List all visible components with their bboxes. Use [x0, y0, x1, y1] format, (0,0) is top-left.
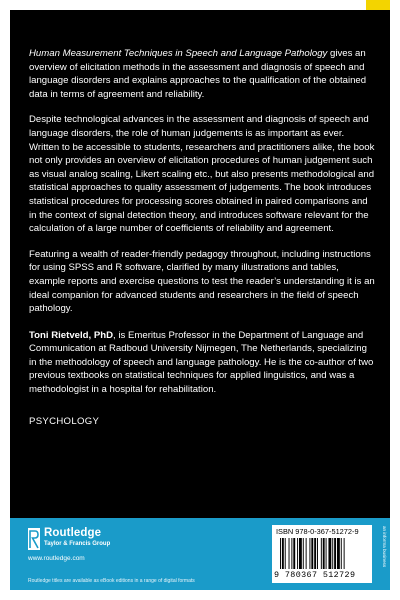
description-paragraph: [29, 47, 376, 101]
author-paragraph: [29, 329, 376, 397]
features-paragraph: Featuring a wealth of reader-friendly pedagogy throughout, including instructions for using SPSS and R software, clarified by many illustrations and tables, example reports and exercise questions to test the reader’s understanding it is an ideal companion for advanced students and researchers in the field of speech pathology.: [29, 248, 375, 315]
author-name: Toni Rietveld, PhD: [29, 329, 114, 341]
isbn-label: ISBN 978-0-367-51272-9: [276, 527, 359, 536]
publisher-bar: [10, 518, 390, 590]
barcode-digits: 9 780367 512729: [274, 570, 356, 580]
publisher-website: www.routledge.com: [28, 555, 85, 562]
publisher-name: Routledge: [44, 527, 102, 539]
barcode-icon: [280, 538, 368, 569]
book-title: Human Measurement Techniques in Speech and Language Pathology: [29, 48, 328, 59]
description-text: gives an overview of elicitation methods in the assessment and diagnosis of speech and language disorders and explains approaches to the qualification of the obtained data in terms of agreement and reliability.: [29, 48, 367, 100]
informa-side-label: [376, 524, 386, 584]
ebook-note: Routledge titles are available as eBook editions in a range of digital formats: [28, 578, 195, 584]
publisher-group: Taylor & Francis Group: [44, 541, 111, 547]
back-cover-text: [29, 47, 376, 440]
barcode-block: [272, 525, 372, 583]
subject-category: PSYCHOLOGY: [29, 415, 100, 427]
overview-paragraph: Despite technological advances in the assessment and diagnosis of speech and language disorders, the role of human judgements is as important as ever. Written to be accessible to students, researchers and practitioners alike, the book not only provides an overview of elicitation procedures of human judgement such as visual analog scaling, Likert scaling etc., but also presents methodological and statistical approaches to quality assessment of judgements. The book introduces statistical procedures for processing scores obtained in paired comparisons and in the context of signal detection theory, and introduces software relevant for the calculation of a large number of coefficients of reliability and agreement.: [29, 114, 375, 235]
routledge-logo-icon: [28, 528, 40, 550]
author-bio: , is Emeritus Professor in the Department of Language and Communication at Radboud University Nijmegen, The Netherlands, specializing in the methodology of speech and language pathology. He is the co-author of two previous textbooks on statistical techniques for applied linguistics, and was a methodologist in a hospital for rehabilitation.: [29, 329, 374, 396]
informa-side-text: an informa business: [382, 526, 387, 568]
